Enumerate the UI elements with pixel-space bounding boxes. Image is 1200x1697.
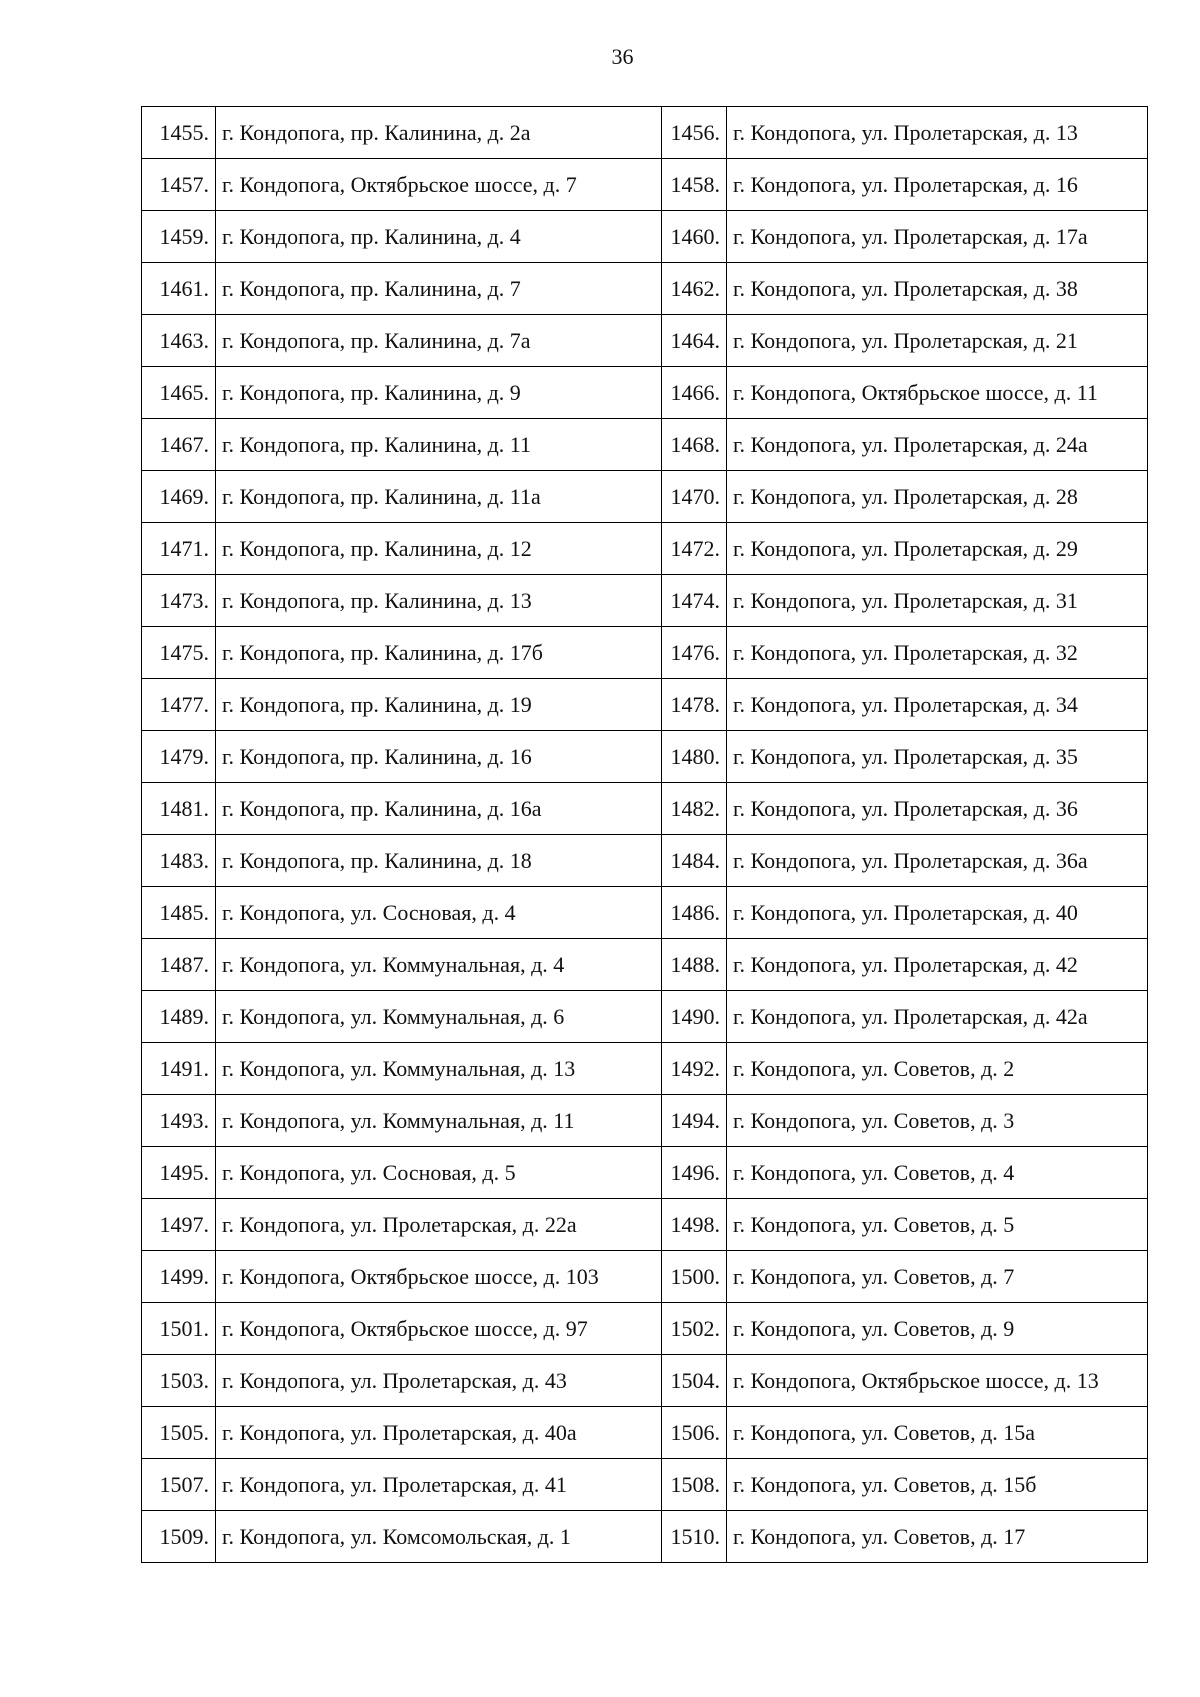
right-entry-address: г. Кондопога, ул. Пролетарская, д. 32 xyxy=(727,627,1148,679)
left-entry-address: г. Кондопога, Октябрьское шоссе, д. 7 xyxy=(216,159,662,211)
left-entry-address: г. Кондопога, ул. Пролетарская, д. 41 xyxy=(216,1459,662,1511)
right-entry-address: г. Кондопога, ул. Пролетарская, д. 28 xyxy=(727,471,1148,523)
left-entry-address: г. Кондопога, пр. Калинина, д. 19 xyxy=(216,679,662,731)
table-row xyxy=(142,1095,1148,1147)
right-entry-address: г. Кондопога, ул. Пролетарская, д. 38 xyxy=(727,263,1148,315)
right-entry-number: 1458. xyxy=(662,159,727,211)
table-row xyxy=(142,367,1148,419)
left-entry-number: 1505. xyxy=(142,1407,216,1459)
right-entry-number: 1488. xyxy=(662,939,727,991)
table-row xyxy=(142,1407,1148,1459)
right-entry-number: 1506. xyxy=(662,1407,727,1459)
right-entry-number: 1472. xyxy=(662,523,727,575)
right-entry-address: г. Кондопога, ул. Пролетарская, д. 16 xyxy=(727,159,1148,211)
right-entry-number: 1474. xyxy=(662,575,727,627)
table-row xyxy=(142,575,1148,627)
right-entry-number: 1466. xyxy=(662,367,727,419)
right-entry-address: г. Кондопога, Октябрьское шоссе, д. 11 xyxy=(727,367,1148,419)
left-entry-address: г. Кондопога, Октябрьское шоссе, д. 103 xyxy=(216,1251,662,1303)
table-row xyxy=(142,939,1148,991)
left-entry-address: г. Кондопога, пр. Калинина, д. 4 xyxy=(216,211,662,263)
table-row xyxy=(142,627,1148,679)
right-entry-number: 1502. xyxy=(662,1303,727,1355)
right-entry-address: г. Кондопога, ул. Пролетарская, д. 31 xyxy=(727,575,1148,627)
left-entry-number: 1479. xyxy=(142,731,216,783)
right-entry-number: 1478. xyxy=(662,679,727,731)
address-table-body xyxy=(142,107,1148,1563)
right-entry-address: г. Кондопога, ул. Советов, д. 5 xyxy=(727,1199,1148,1251)
right-entry-number: 1484. xyxy=(662,835,727,887)
table-row xyxy=(142,887,1148,939)
left-entry-number: 1485. xyxy=(142,887,216,939)
left-entry-number: 1457. xyxy=(142,159,216,211)
left-entry-address: г. Кондопога, ул. Пролетарская, д. 40а xyxy=(216,1407,662,1459)
table-row xyxy=(142,1147,1148,1199)
left-entry-number: 1491. xyxy=(142,1043,216,1095)
left-entry-address: г. Кондопога, пр. Калинина, д. 18 xyxy=(216,835,662,887)
table-row xyxy=(142,1511,1148,1563)
left-entry-address: г. Кондопога, пр. Калинина, д. 2а xyxy=(216,107,662,159)
left-entry-number: 1473. xyxy=(142,575,216,627)
right-entry-number: 1476. xyxy=(662,627,727,679)
table-row xyxy=(142,835,1148,887)
table-row xyxy=(142,419,1148,471)
left-entry-address: г. Кондопога, ул. Коммунальная, д. 4 xyxy=(216,939,662,991)
table-row xyxy=(142,1251,1148,1303)
table-row xyxy=(142,679,1148,731)
left-entry-number: 1507. xyxy=(142,1459,216,1511)
right-entry-number: 1460. xyxy=(662,211,727,263)
left-entry-number: 1483. xyxy=(142,835,216,887)
right-entry-address: г. Кондопога, ул. Пролетарская, д. 40 xyxy=(727,887,1148,939)
right-entry-number: 1482. xyxy=(662,783,727,835)
right-entry-address: г. Кондопога, ул. Пролетарская, д. 29 xyxy=(727,523,1148,575)
left-entry-number: 1463. xyxy=(142,315,216,367)
left-entry-number: 1481. xyxy=(142,783,216,835)
right-entry-address: г. Кондопога, ул. Пролетарская, д. 36 xyxy=(727,783,1148,835)
table-row xyxy=(142,1043,1148,1095)
page-number: 36 xyxy=(611,44,634,69)
right-entry-address: г. Кондопога, ул. Советов, д. 17 xyxy=(727,1511,1148,1563)
right-entry-address: г. Кондопога, ул. Пролетарская, д. 42а xyxy=(727,991,1148,1043)
left-entry-number: 1495. xyxy=(142,1147,216,1199)
table-row xyxy=(142,1355,1148,1407)
right-entry-address: г. Кондопога, ул. Пролетарская, д. 13 xyxy=(727,107,1148,159)
right-entry-number: 1492. xyxy=(662,1043,727,1095)
table-row xyxy=(142,783,1148,835)
left-entry-address: г. Кондопога, ул. Коммунальная, д. 11 xyxy=(216,1095,662,1147)
right-entry-number: 1510. xyxy=(662,1511,727,1563)
right-entry-number: 1500. xyxy=(662,1251,727,1303)
left-entry-address: г. Кондопога, ул. Сосновая, д. 5 xyxy=(216,1147,662,1199)
left-entry-address: г. Кондопога, ул. Коммунальная, д. 6 xyxy=(216,991,662,1043)
table-row xyxy=(142,1459,1148,1511)
right-entry-number: 1464. xyxy=(662,315,727,367)
left-entry-number: 1499. xyxy=(142,1251,216,1303)
left-entry-number: 1503. xyxy=(142,1355,216,1407)
table-row xyxy=(142,471,1148,523)
right-entry-address: г. Кондопога, ул. Советов, д. 7 xyxy=(727,1251,1148,1303)
left-entry-number: 1493. xyxy=(142,1095,216,1147)
right-entry-address: г. Кондопога, ул. Советов, д. 2 xyxy=(727,1043,1148,1095)
right-entry-number: 1468. xyxy=(662,419,727,471)
left-entry-number: 1501. xyxy=(142,1303,216,1355)
right-entry-address: г. Кондопога, ул. Пролетарская, д. 36а xyxy=(727,835,1148,887)
right-entry-number: 1496. xyxy=(662,1147,727,1199)
table-row xyxy=(142,315,1148,367)
address-table xyxy=(141,106,1148,1563)
right-entry-address: г. Кондопога, ул. Советов, д. 15б xyxy=(727,1459,1148,1511)
left-entry-address: г. Кондопога, ул. Сосновая, д. 4 xyxy=(216,887,662,939)
right-entry-address: г. Кондопога, ул. Пролетарская, д. 21 xyxy=(727,315,1148,367)
right-entry-number: 1480. xyxy=(662,731,727,783)
right-entry-address: г. Кондопога, ул. Советов, д. 4 xyxy=(727,1147,1148,1199)
left-entry-number: 1487. xyxy=(142,939,216,991)
left-entry-address: г. Кондопога, ул. Коммунальная, д. 13 xyxy=(216,1043,662,1095)
left-entry-address: г. Кондопога, Октябрьское шоссе, д. 97 xyxy=(216,1303,662,1355)
left-entry-address: г. Кондопога, пр. Калинина, д. 16а xyxy=(216,783,662,835)
left-entry-address: г. Кондопога, пр. Калинина, д. 11а xyxy=(216,471,662,523)
left-entry-address: г. Кондопога, пр. Калинина, д. 9 xyxy=(216,367,662,419)
left-entry-number: 1467. xyxy=(142,419,216,471)
left-entry-number: 1477. xyxy=(142,679,216,731)
right-entry-address: г. Кондопога, ул. Советов, д. 15а xyxy=(727,1407,1148,1459)
right-entry-address: г. Кондопога, Октябрьское шоссе, д. 13 xyxy=(727,1355,1148,1407)
right-entry-number: 1498. xyxy=(662,1199,727,1251)
right-entry-number: 1504. xyxy=(662,1355,727,1407)
left-entry-address: г. Кондопога, пр. Калинина, д. 16 xyxy=(216,731,662,783)
left-entry-address: г. Кондопога, пр. Калинина, д. 11 xyxy=(216,419,662,471)
left-entry-number: 1459. xyxy=(142,211,216,263)
left-entry-address: г. Кондопога, ул. Пролетарская, д. 22а xyxy=(216,1199,662,1251)
left-entry-number: 1469. xyxy=(142,471,216,523)
left-entry-address: г. Кондопога, ул. Комсомольская, д. 1 xyxy=(216,1511,662,1563)
right-entry-address: г. Кондопога, ул. Пролетарская, д. 17а xyxy=(727,211,1148,263)
right-entry-number: 1508. xyxy=(662,1459,727,1511)
left-entry-address: г. Кондопога, пр. Калинина, д. 17б xyxy=(216,627,662,679)
table-row xyxy=(142,1199,1148,1251)
table-row xyxy=(142,159,1148,211)
table-row xyxy=(142,523,1148,575)
table-row xyxy=(142,991,1148,1043)
left-entry-number: 1471. xyxy=(142,523,216,575)
left-entry-number: 1489. xyxy=(142,991,216,1043)
right-entry-address: г. Кондопога, ул. Пролетарская, д. 35 xyxy=(727,731,1148,783)
table-row xyxy=(142,107,1148,159)
table-row xyxy=(142,1303,1148,1355)
right-entry-number: 1470. xyxy=(662,471,727,523)
left-entry-address: г. Кондопога, ул. Пролетарская, д. 43 xyxy=(216,1355,662,1407)
left-entry-address: г. Кондопога, пр. Калинина, д. 7 xyxy=(216,263,662,315)
table-row xyxy=(142,211,1148,263)
left-entry-address: г. Кондопога, пр. Калинина, д. 12 xyxy=(216,523,662,575)
left-entry-address: г. Кондопога, пр. Калинина, д. 13 xyxy=(216,575,662,627)
right-entry-number: 1462. xyxy=(662,263,727,315)
table-row xyxy=(142,731,1148,783)
right-entry-number: 1486. xyxy=(662,887,727,939)
left-entry-number: 1461. xyxy=(142,263,216,315)
left-entry-number: 1475. xyxy=(142,627,216,679)
right-entry-number: 1494. xyxy=(662,1095,727,1147)
right-entry-number: 1490. xyxy=(662,991,727,1043)
right-entry-address: г. Кондопога, ул. Советов, д. 3 xyxy=(727,1095,1148,1147)
right-entry-address: г. Кондопога, ул. Пролетарская, д. 24а xyxy=(727,419,1148,471)
left-entry-number: 1509. xyxy=(142,1511,216,1563)
right-entry-address: г. Кондопога, ул. Советов, д. 9 xyxy=(727,1303,1148,1355)
left-entry-number: 1497. xyxy=(142,1199,216,1251)
left-entry-address: г. Кондопога, пр. Калинина, д. 7а xyxy=(216,315,662,367)
right-entry-number: 1456. xyxy=(662,107,727,159)
left-entry-number: 1465. xyxy=(142,367,216,419)
table-row xyxy=(142,263,1148,315)
left-entry-number: 1455. xyxy=(142,107,216,159)
right-entry-address: г. Кондопога, ул. Пролетарская, д. 42 xyxy=(727,939,1148,991)
right-entry-address: г. Кондопога, ул. Пролетарская, д. 34 xyxy=(727,679,1148,731)
